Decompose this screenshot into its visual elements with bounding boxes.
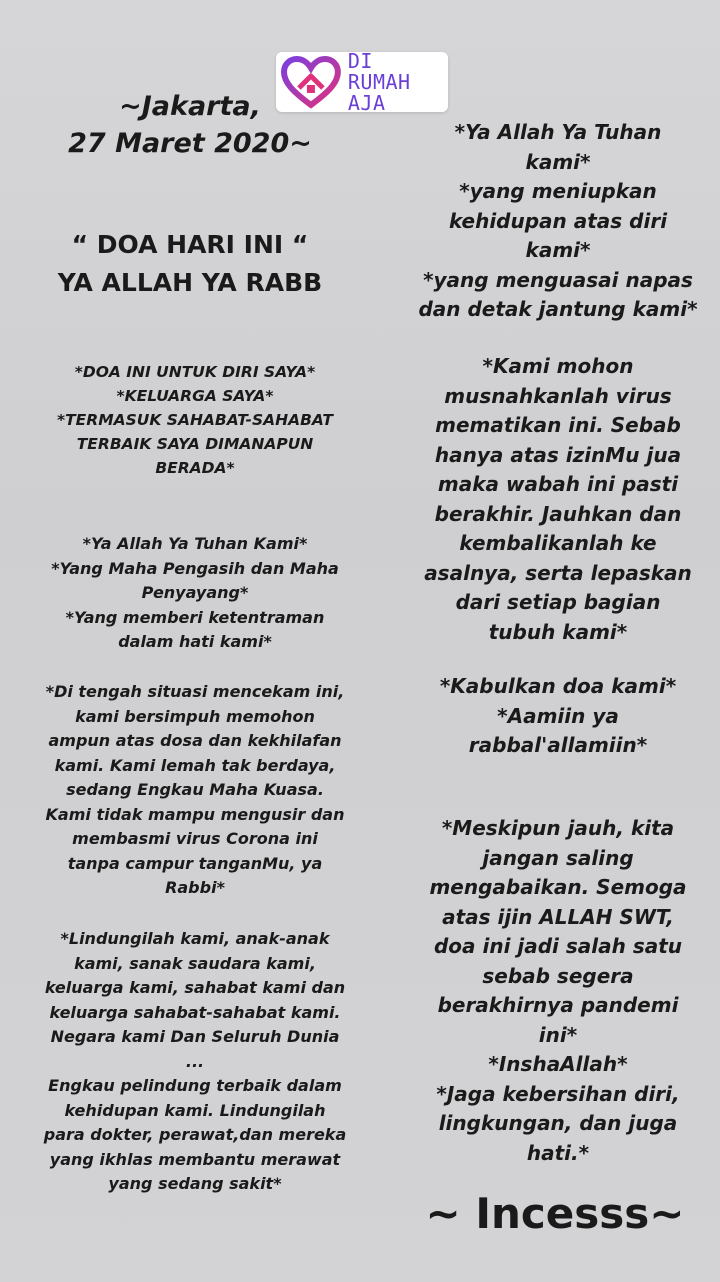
- right-paragraph-4: [398, 814, 718, 1168]
- text-line: yang sedang sakit*: [108, 1174, 282, 1193]
- text-line: hanya atas izinMu jua: [434, 442, 682, 467]
- text-line: *Yang Maha Pengasih dan Maha: [51, 558, 339, 578]
- text-line: kami. Kami lemah tak berdaya,: [54, 755, 336, 775]
- text-line: kehidupan kami. Lindungilah: [64, 1100, 326, 1120]
- text-line: membasmi virus Corona ini: [72, 829, 318, 848]
- text-line: dan detak jantung kami*: [418, 297, 698, 321]
- right-paragraph-2: [398, 352, 718, 647]
- text-line: *Yang memberi ketentraman: [65, 607, 325, 627]
- author-signature: ~ Incesss~: [425, 1189, 685, 1238]
- text-line: *Aamiin ya: [497, 703, 619, 728]
- text-line: kami*: [525, 149, 591, 174]
- text-line: hati.*: [526, 1140, 590, 1165]
- text-line: *Lindungilah kami, anak-anak: [60, 929, 330, 948]
- text-line: tanpa campur tanganMu, ya: [67, 853, 323, 873]
- text-line: berakhirnya pandemi: [437, 993, 679, 1017]
- text-line: asalnya, serta lepaskan: [424, 560, 692, 585]
- text-line: musnahkanlah virus: [444, 383, 672, 408]
- text-line: doa ini jadi salah satu: [433, 934, 683, 958]
- text-line: kami bersimpuh memohon: [75, 706, 315, 726]
- left-paragraph-2: [10, 680, 380, 901]
- text-line: sebab segera: [482, 963, 634, 988]
- text-line: yang ikhlas membantu merawat: [49, 1149, 341, 1169]
- title-line-1: “ DOA HARI INI “: [71, 230, 309, 259]
- text-line: atas ijin ALLAH SWT,: [442, 904, 674, 929]
- title-line-2: YA ALLAH YA RABB: [57, 268, 323, 297]
- text-line: *Di tengah situasi mencekam ini,: [45, 682, 345, 701]
- sticker-label: [347, 48, 448, 115]
- text-line: Rabbi*: [165, 878, 225, 897]
- right-paragraph-1: [398, 118, 718, 325]
- right-paragraph-3: [398, 672, 718, 761]
- text-line: BERADA*: [155, 459, 235, 477]
- text-line: rabbal'allamiin*: [468, 733, 648, 757]
- left-paragraph-1: [10, 532, 380, 655]
- text-line: ini*: [538, 1022, 578, 1047]
- text-line: mengabaikan. Semoga: [429, 875, 687, 899]
- left-intro-paragraph: [10, 360, 380, 480]
- text-line: Penyayang*: [141, 583, 249, 602]
- sticker-line-2: AJA: [347, 90, 386, 115]
- text-line: *Ya Allah Ya Tuhan: [454, 120, 662, 144]
- text-line: keluarga kami, sahabat kami dan: [44, 978, 346, 997]
- text-line: berakhir. Jauhkan dan: [434, 501, 682, 526]
- text-line: sedang Engkau Maha Kuasa.: [66, 780, 324, 799]
- text-line: ...: [185, 1051, 205, 1071]
- text-line: para dokter, perawat,dan mereka: [43, 1125, 347, 1144]
- text-line: *Meskipun jauh, kita: [441, 816, 675, 840]
- text-line: TERBAIK SAYA DIMANAPUN: [76, 435, 314, 453]
- location-date-header: [30, 88, 350, 162]
- text-line: *Kabulkan doa kami*: [439, 674, 677, 698]
- text-line: ampun atas dosa dan kekhilafan: [48, 731, 342, 750]
- text-line: Negara kami Dan Seluruh Dunia: [50, 1027, 340, 1046]
- text-line: dari setiap bagian: [455, 590, 661, 614]
- text-line: *yang meniupkan: [459, 179, 657, 203]
- location-line: ~Jakarta,: [119, 91, 261, 122]
- text-line: *KELUARGA SAYA*: [116, 387, 274, 405]
- text-line: *TERMASUK SAHABAT-SAHABAT: [57, 411, 333, 429]
- text-line: keluarga sahabat-sahabat kami.: [49, 1002, 341, 1022]
- date-line: 27 Maret 2020~: [68, 128, 312, 159]
- text-line: Engkau pelindung terbaik dalam: [48, 1076, 342, 1095]
- text-line: maka wabah ini pasti: [437, 472, 679, 496]
- prayer-title: [20, 226, 360, 302]
- text-line: Kami tidak mampu mengusir dan: [45, 804, 345, 824]
- text-line: kehidupan atas diri: [448, 208, 668, 233]
- text-line: mematikan ini. Sebab: [435, 413, 681, 437]
- text-line: kami*: [525, 238, 591, 262]
- left-paragraph-3: [10, 927, 380, 1197]
- text-line: *InshaAllah*: [488, 1052, 628, 1076]
- text-line: jangan saling: [482, 845, 634, 870]
- text-line: kami, sanak saudara kami,: [74, 953, 316, 973]
- text-line: kembalikanlah ke: [459, 531, 657, 555]
- text-line: tubuh kami*: [488, 619, 628, 644]
- text-line: *DOA INI UNTUK DIRI SAYA*: [74, 363, 316, 381]
- sticker-line-1: DI RUMAH: [347, 48, 411, 94]
- text-line: *Kami mohon: [482, 354, 634, 378]
- text-line: *Ya Allah Ya Tuhan Kami*: [82, 534, 308, 553]
- text-line: dalam hati kami*: [118, 632, 272, 651]
- text-line: lingkungan, dan juga: [438, 1111, 678, 1135]
- text-line: *yang menguasai napas: [423, 267, 693, 292]
- text-line: *Jaga kebersihan diri,: [436, 1081, 680, 1106]
